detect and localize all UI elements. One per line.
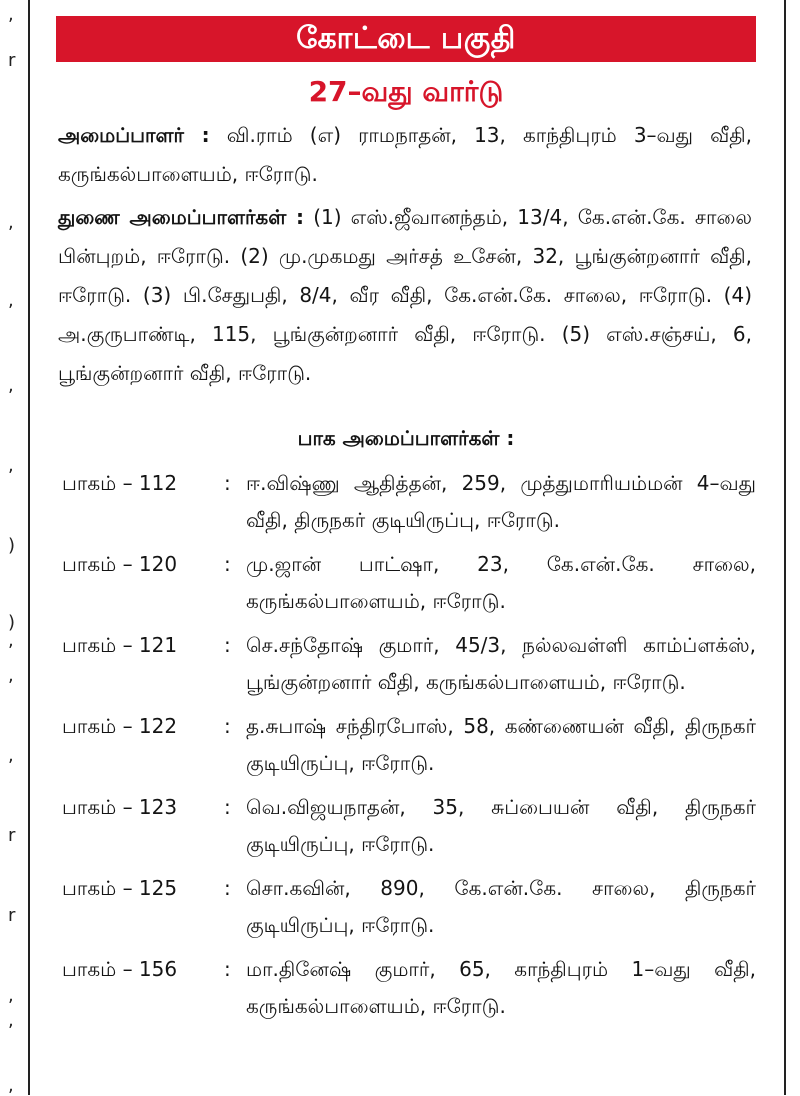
booth-list <box>56 465 756 1025</box>
booth-details: சொ.கவின், 890, கே.என்.கே. சாலை, திருநகர் குடியிருப்பு, ஈரோடு. <box>246 876 756 937</box>
left-column-mark: ) <box>8 612 16 633</box>
left-column-mark: , <box>8 1010 14 1031</box>
list-item <box>56 708 756 782</box>
list-item <box>56 627 756 701</box>
booth-separator: : <box>224 957 231 981</box>
left-column-mark: , <box>8 985 14 1006</box>
booth-label: பாகம் – 156 <box>62 957 178 981</box>
list-item <box>56 546 756 620</box>
organizer-text: வி.ராம் (எ) ராமநாதன், 13, காந்திபுரம் 3–வது வீதி, கருங்கல்பாளையம், ஈரோடு. <box>58 123 752 186</box>
left-column-mark: r <box>8 825 16 846</box>
left-column-mark: ) <box>8 535 16 556</box>
booth-label: பாகம் – 125 <box>62 876 178 900</box>
left-column-mark: r <box>8 905 16 926</box>
organizer-paragraph <box>58 116 752 194</box>
right-column-rule <box>784 0 786 1095</box>
booth-label: பாகம் – 121 <box>62 633 178 657</box>
ward-title: 27–வது வார்டு <box>308 75 504 108</box>
booth-details: த.சுபாஷ் சந்திரபோஸ், 58, கண்ணையன் வீதி, திருநகர் குடியிருப்பு, ஈரோடு. <box>246 714 756 775</box>
organizer-label: அமைப்பாளர் : <box>58 123 210 147</box>
article <box>56 16 756 1032</box>
booth-separator: : <box>224 714 231 738</box>
booth-details: செ.சந்தோஷ் குமார், 45/3, நல்லவள்ளி காம்ப்ளக்ஸ், பூங்குன்றனார் வீதி, கருங்கல்பாளையம், ஈரோடு. <box>246 633 756 694</box>
booth-label: பாகம் – 112 <box>62 471 178 495</box>
booth-details: ஈ.விஷ்ணு ஆதித்தன், 259, முத்துமாரியம்மன் 4–வது வீதி, திருநகர் குடியிருப்பு, ஈரோடு. <box>246 471 756 532</box>
booth-details: மு.ஜான் பாட்ஷா, 23, கே.என்.கே. சாலை, கருங்கல்பாளையம், ஈரோடு. <box>246 552 756 613</box>
booth-label: பாகம் – 122 <box>62 714 178 738</box>
left-column-mark: , <box>8 290 14 311</box>
list-item <box>56 870 756 944</box>
left-column-mark: , <box>8 630 14 651</box>
left-column-edge <box>0 0 30 1095</box>
list-item <box>56 951 756 1025</box>
left-column-mark: , <box>8 745 14 766</box>
booth-label: பாகம் – 120 <box>62 552 178 576</box>
booth-label: பாகம் – 123 <box>62 795 178 819</box>
deputy-organizers-text: (1) எஸ்.ஜீவானந்தம், 13/4, கே.என்.கே. சாலை பின்புறம், ஈரோடு. (2) மு.முகமது அர்சத் உசேன், 32, பூங்குன்றனார் வீதி, ஈரோடு. (3) பி.சேதுபதி, 8/4, வீர வீதி, கே.என்.கே. சாலை, ஈரோடு. (4) அ.குருபாண்டி, 115, பூங்குன்றனார் வீதி, ஈரோடு. (5) எஸ்.சஞ்சய், 6, பூங்குன்றனார் வீதி, ஈரோடு. <box>58 205 752 385</box>
booth-details: வெ.விஜயநாதன், 35, சுப்பையன் வீதி, திருநகர் குடியிருப்பு, ஈரோடு. <box>246 795 756 856</box>
booth-separator: : <box>224 633 231 657</box>
left-column-mark: , <box>8 665 14 686</box>
booth-separator: : <box>224 876 231 900</box>
left-column-mark: , <box>8 4 14 25</box>
booth-separator: : <box>224 552 231 576</box>
section-banner: கோட்டை பகுதி <box>56 16 756 62</box>
booth-details: மா.தினேஷ் குமார், 65, காந்திபுரம் 1–வது வீதி, கருங்கல்பாளையம், ஈரோடு. <box>246 957 756 1018</box>
left-column-mark: , <box>8 1075 14 1096</box>
left-column-mark: , <box>8 212 14 233</box>
left-column-mark: , <box>8 375 14 396</box>
booth-organizers-heading: பாக அமைப்பாளர்கள் : <box>297 426 515 450</box>
deputy-organizers-paragraph <box>58 198 752 393</box>
booth-separator: : <box>224 795 231 819</box>
deputy-organizers-label: துணை அமைப்பாளர்கள் : <box>58 205 305 229</box>
booth-separator: : <box>224 471 231 495</box>
left-column-mark: r <box>8 50 16 71</box>
list-item <box>56 789 756 863</box>
list-item <box>56 465 756 539</box>
left-column-mark: , <box>8 455 14 476</box>
